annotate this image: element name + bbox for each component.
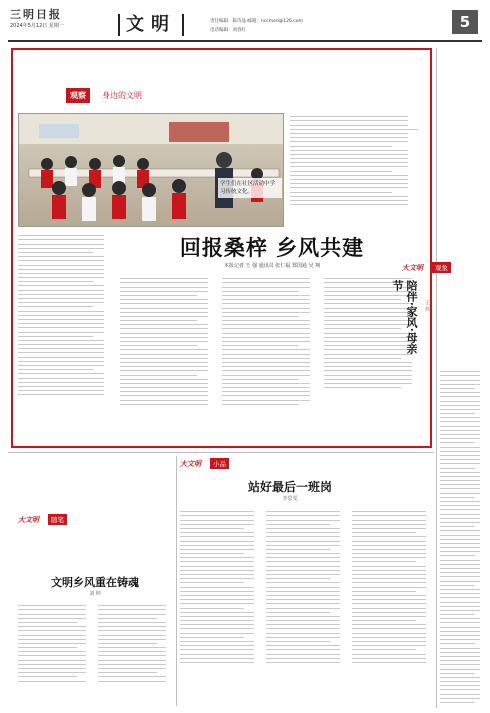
section-title: 文明 [118,14,184,36]
column-subtitle: 身边的文明 [102,91,142,100]
lower-center-col-1 [180,508,260,704]
classroom-scene-illustration [19,114,283,226]
lower-center-col-2 [266,508,346,704]
editor-line-1: 责任编辑：陈诗晶 邮箱：nccmed@126.com [210,19,303,24]
column-badge: 观察 [66,88,90,103]
lower-left-column-header [18,514,108,528]
sidebar-column-header [402,262,486,276]
lower-left-col-2 [98,602,172,706]
lower-left-headline: 文明乡风重在铸魂 [51,576,139,589]
feature-photo [18,113,284,227]
photo-caption: 学生们在社区活动中学习传统文化。 [218,178,282,198]
lower-center-col-3 [352,508,432,704]
lower-center-column-brand: 大文明 [180,460,201,468]
sidebar-body [440,368,484,706]
feature-column-header [66,88,266,106]
feature-body-col-2 [222,275,318,440]
page-number: 5 [452,10,478,34]
feature-body-col-1 [120,275,216,440]
sidebar-divider [436,48,437,708]
masthead-rule [8,40,482,42]
sidebar-column-badge: 观象 [432,262,451,273]
newspaper-logo: 三明日报 [10,8,62,21]
lower-center-column-header [180,458,270,472]
feature-byline: 本报记者 王 强 通讯员 张仁福 郑国通 吴 翔 [223,263,321,269]
lower-left-col-1 [18,602,92,706]
lower-left-divider [176,456,177,706]
masthead [0,0,490,44]
feature-body-left [18,232,112,438]
feature-intro-text [290,113,418,225]
lower-left-column-brand: 大文明 [18,516,39,524]
lower-left-author: 刘 坤 [89,591,101,597]
lower-center-column-badge: 小品 [210,458,229,469]
editor-line-2: 电话编辑：刘春红 [210,28,246,33]
lower-left-column-badge: 随笔 [48,514,67,525]
sidebar-headline: 陪伴·家风·母亲节 [391,280,418,354]
lower-center-author: 李思雯 [282,496,298,502]
lower-center-headline: 站好最后一班岗 [247,480,332,494]
lower-divider [8,452,434,453]
date-line: 2024年5月12日 星期一 [10,23,64,29]
feature-headline: 回报桑梓 乡风共建 [179,235,365,260]
sidebar-column-brand: 大文明 [402,264,423,272]
sidebar-author: 王 伟 [424,300,430,312]
